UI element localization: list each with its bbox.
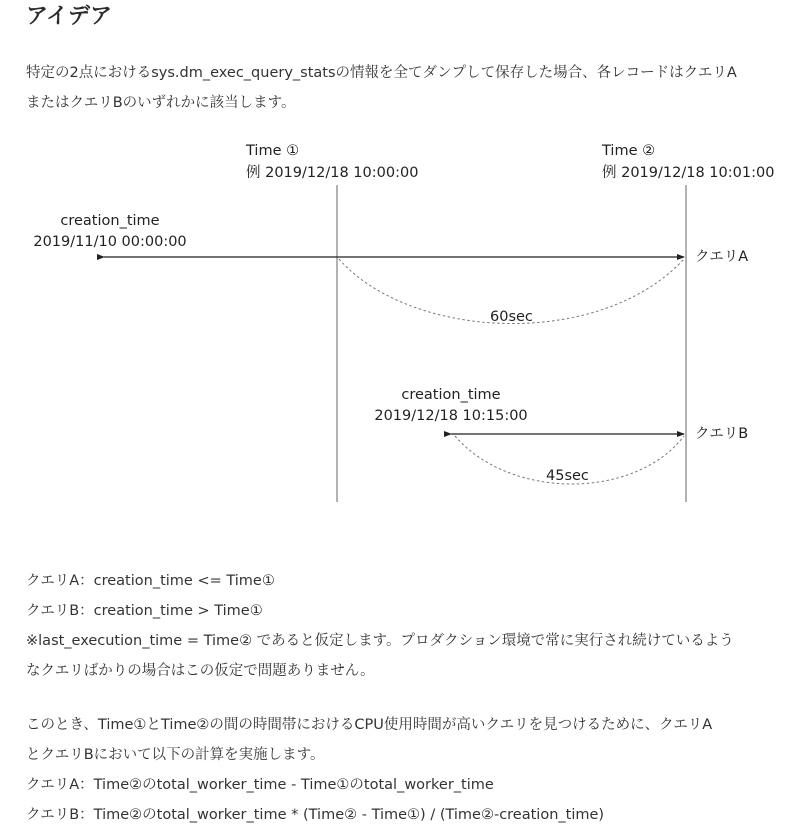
section-heading: アイデア: [26, 4, 113, 29]
intro-line: またはクエリBのいずれかに該当します。: [26, 95, 296, 111]
definition-line: クエリB：creation_time > Time①: [26, 603, 263, 619]
time2-title: Time ②: [602, 143, 656, 159]
timeline-diagram-graphic: [0, 135, 806, 510]
query-a-label: クエリA: [695, 249, 749, 265]
calculation-line: とクエリBにおいて以下の計算を実施します。: [26, 747, 325, 763]
intro-line: 特定の2点におけるsys.dm_exec_query_statsの情報を全てダンプして保存した場合、各レコードはクエリA: [26, 65, 737, 81]
calculation-paragraph: [26, 710, 712, 830]
query-b-creation-label: creation_time: [401, 387, 501, 403]
time2-example: 例 2019/12/18 10:01:00: [602, 165, 775, 181]
time1-title: Time ①: [246, 143, 300, 159]
calculation-line: このとき、Time①とTime②の間の時間帯におけるCPU使用時間が高いクエリを見つけるために、クエリA: [26, 717, 713, 733]
timeline-diagram: [0, 135, 806, 510]
time1-example: 例 2019/12/18 10:00:00: [246, 165, 419, 181]
intro-paragraph: [26, 58, 737, 118]
query-a-duration-label: 60sec: [490, 309, 533, 325]
definition-line: ※last_execution_time = Time② であると仮定します。プロダクション環境で常に実行され続けているよう: [26, 633, 734, 649]
query-b-duration-label: 45sec: [546, 468, 589, 484]
calculation-line: クエリA：Time②のtotal_worker_time - Time①のtotal_worker_time: [26, 777, 494, 793]
query-a-creation-label: creation_time: [60, 213, 160, 229]
definitions-paragraph: [26, 566, 734, 686]
query-b-creation-value: 2019/12/18 10:15:00: [374, 408, 528, 424]
definition-line: クエリA：creation_time <= Time①: [26, 573, 275, 589]
query-a-creation-value: 2019/11/10 00:00:00: [33, 234, 187, 250]
calculation-line: クエリB：Time②のtotal_worker_time * (Time② - Time①) / (Time②-creation_time): [26, 807, 605, 823]
query-b-label: クエリB: [695, 426, 749, 442]
definition-line: なクエリばかりの場合はこの仮定で問題ありません。: [26, 663, 375, 679]
